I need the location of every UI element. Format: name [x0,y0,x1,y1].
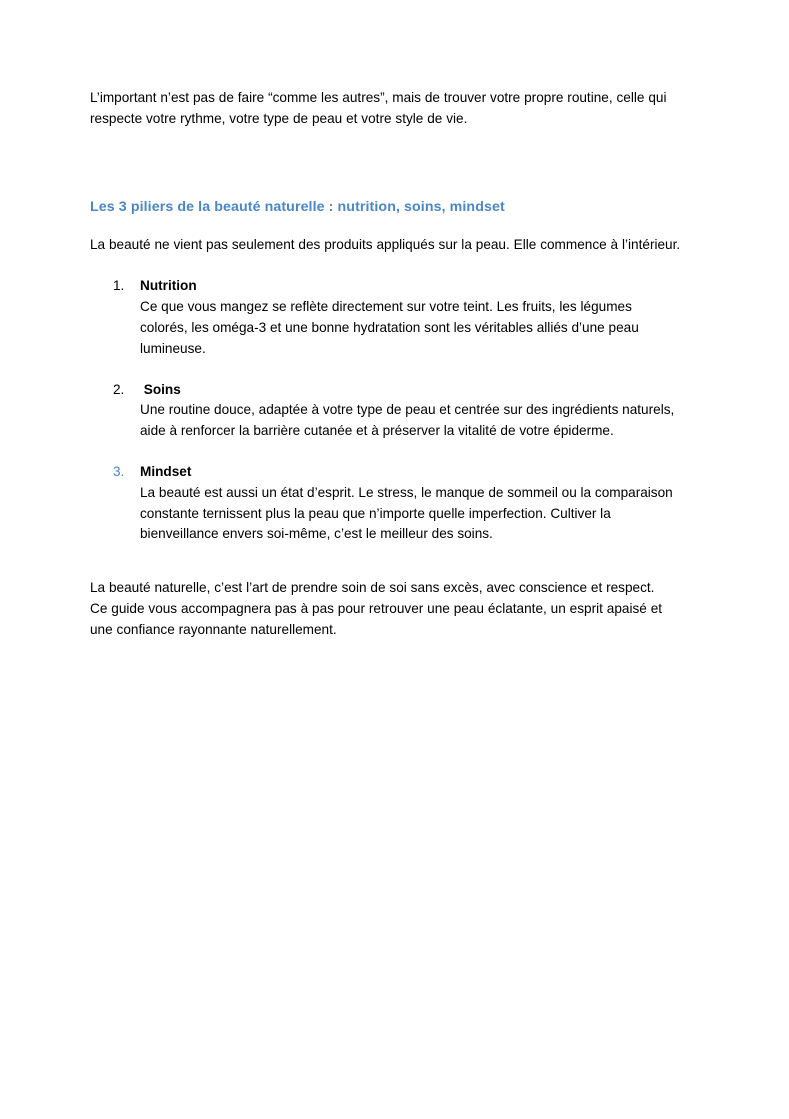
list-item-title: Nutrition [140,278,197,294]
list-item [90,380,690,442]
list-item-title: Soins [140,381,181,397]
spacer [90,255,690,276]
intro-paragraph: L’important n’est pas de faire “comme les autres”, mais de trouver votre propre routine, celle qui respecte votre rythme, votre type de peau et votre style de vie. [90,90,667,126]
list-item [90,462,690,545]
list-item [90,276,690,359]
spacer [90,217,690,235]
pillars-list [90,276,690,545]
list-marker: 3. [113,463,125,479]
list-item-body: La beauté est aussi un état d’esprit. Le stress, le manque de sommeil ou la comparaison constante ternissent plus la peau que n’importe quelle imperfection. Cultiver la bienveillance envers soi-même, c’est le meilleur des soins. [140,484,673,542]
list-item-title: Mindset [140,463,192,479]
outro-paragraph-1: La beauté naturelle, c’est l’art de prendre soin de soi sans excès, avec conscience et respect. [90,580,655,596]
list-item-body: Ce que vous mangez se reflète directement sur votre teint. Les fruits, les légumes colorés, les oméga-3 et une bonne hydratation sont les véritables alliés d’une peau lumineuse. [140,299,639,356]
spacer [90,130,690,197]
list-marker: 1. [113,278,125,294]
document-content [90,88,690,641]
spacer [90,545,690,578]
section-lead-paragraph: La beauté ne vient pas seulement des produits appliqués sur la peau. Elle commence à l’intérieur. [90,236,681,252]
list-item-body: Une routine douce, adaptée à votre type de peau et centrée sur des ingrédients naturels, aide à renforcer la barrière cutanée et à préserver la vitalité de votre épiderme. [140,402,675,439]
list-marker: 2. [113,381,125,397]
outro-paragraph-2: Ce guide vous accompagnera pas à pas pour retrouver une peau éclatante, un esprit apaisé et une confiance rayonnante naturellement. [90,600,663,637]
section-heading: Les 3 piliers de la beauté naturelle : nutrition, soins, mindset [90,198,505,215]
outro-block [90,578,690,640]
